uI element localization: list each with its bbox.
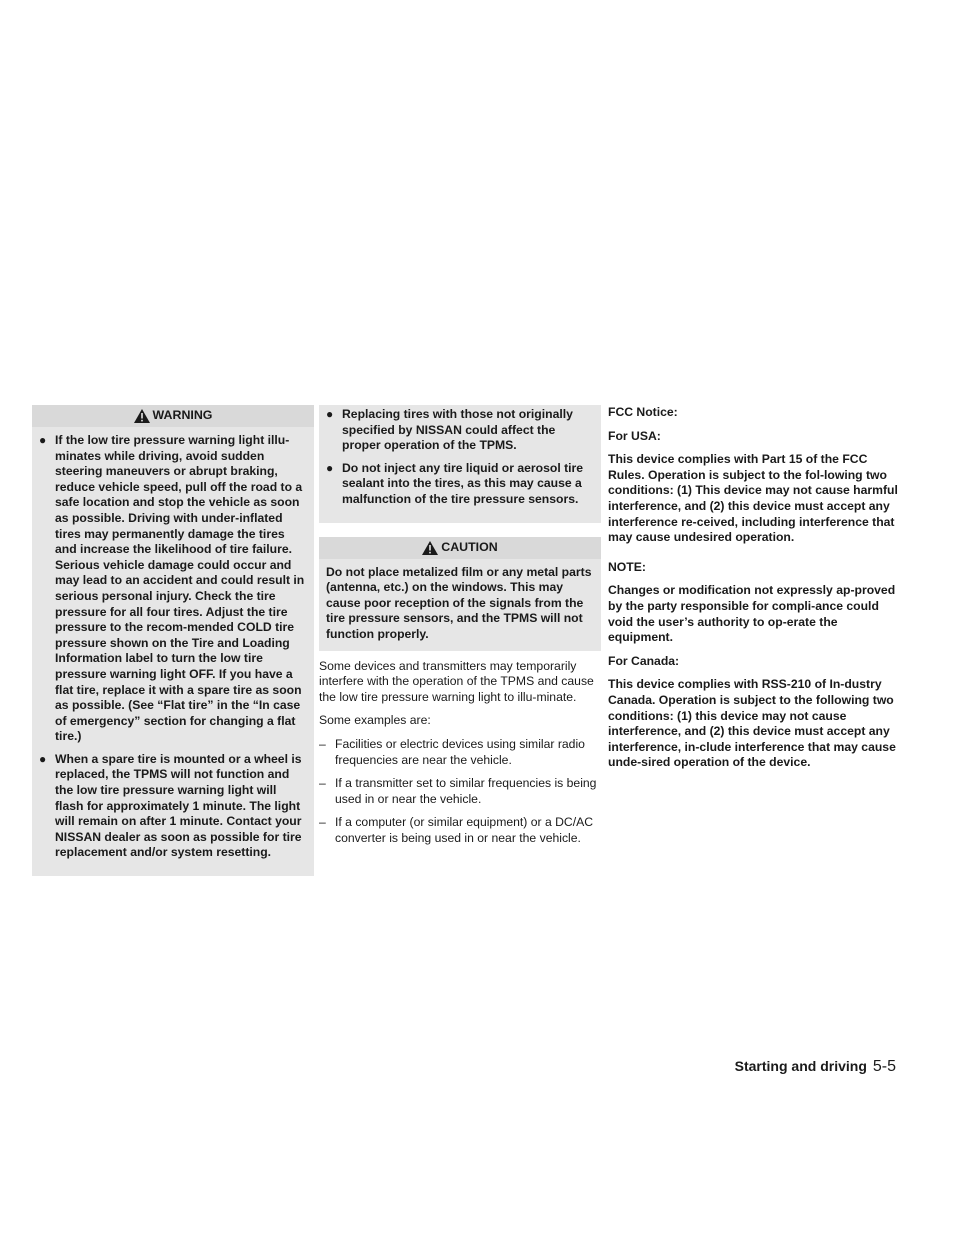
bullet-symbol: ● bbox=[39, 433, 47, 447]
dash-symbol: – bbox=[319, 776, 326, 791]
example-text: If a computer (or similar equipment) or a DC/AC converter is being used in or near the vehicle. bbox=[335, 815, 594, 845]
column-3 bbox=[608, 405, 898, 779]
warning-bullet bbox=[326, 461, 594, 508]
column-1 bbox=[32, 405, 314, 876]
column-2 bbox=[319, 405, 601, 854]
example-text: If a transmitter set to similar frequencies is being used in or near the vehicle. bbox=[335, 776, 597, 806]
warning-bullet bbox=[326, 407, 594, 454]
fcc-note-text: Changes or modification not expressly ap-proved by the party responsible for compli-ance could void the user’s authority to op-erate the equipment. bbox=[608, 583, 896, 645]
fcc-note-label: NOTE: bbox=[608, 559, 646, 574]
body-paragraph: Some examples are: bbox=[319, 713, 431, 728]
section-name: Starting and driving bbox=[734, 1058, 867, 1074]
dash-symbol: – bbox=[319, 736, 326, 751]
warning-bullet bbox=[39, 433, 307, 745]
caution-triangle-icon bbox=[422, 541, 438, 555]
page-footer bbox=[735, 1058, 896, 1076]
fcc-usa-text: This device complies with Part 15 of the FCC Rules. Operation is subject to the fol-lowing two conditions: (1) This device may not cause harmful interference, and (2) this device must accept any interference re-ceived, including interference that may cause undesired operation. bbox=[608, 452, 898, 545]
bullet-symbol: ● bbox=[39, 751, 47, 766]
body-paragraph: Some devices and transmitters may temporarily interfere with the operation of the TPMS and cause the low tire pressure warning light to illu-minate. bbox=[319, 658, 594, 704]
warning-bullet-text: Do not inject any tire liquid or aerosol tire sealant into the tires, as this may cause a malfunction of the tire pressure sensors. bbox=[342, 460, 584, 506]
fcc-title: FCC Notice: bbox=[608, 405, 678, 419]
example-text: Facilities or electric devices using similar radio frequencies are near the vehicle. bbox=[335, 736, 585, 767]
fcc-canada-text: This device complies with RSS-210 of In-dustry Canada. Operation is subject to the following two conditions: (1) this device may not cause interference, and (2) this device must accept any interference, in-clude interference that may cause unde-sired operation of the device. bbox=[608, 677, 896, 770]
dash-symbol: – bbox=[319, 815, 326, 830]
page-number: 5-5 bbox=[872, 1058, 896, 1075]
caution-heading bbox=[319, 537, 601, 559]
example-item bbox=[319, 815, 601, 846]
caution-text: Do not place metalized film or any metal parts (antenna, etc.) on the windows. This may cause poor reception of the signals from the tire pressure sensors, and the TPMS will not function properly. bbox=[326, 564, 592, 641]
warning-bullet-text: If the low tire pressure warning light illu-minates while driving, avoid sudden steering maneuvers or abrupt braking, reduce vehicle speed, pull off the road to a safe location and stop the vehicle as soon as possible. Driving with under-inflated tires may permanently damage the tires and increase the likelihood of tire failure. Serious vehicle damage could occur and may lead to an accident and could result in serious personal injury. Check the tire pressure for all four tires. Adjust the tire pressure to the recom-mended COLD tire pressure shown on the Tire and Loading Information label to turn the low tire pressure warning light OFF. If you have a flat tire, replace it with a spare tire as soon as possible. (See “Flat tire” in the “In case of emergency” section for changing a flat tire.) bbox=[55, 433, 305, 744]
warning-bullet-text: Replacing tires with those not originally specified by NISSAN could affect the proper operation of the TPMS. bbox=[342, 407, 573, 453]
example-item bbox=[319, 776, 601, 807]
warning-bullet-text: When a spare tire is mounted or a wheel is replaced, the TPMS will not function and the low tire pressure warning light will flash for approximately 1 minute. The light will remain on after 1 minute. Contact your NISSAN dealer as soon as possible for tire replacement and/or system resetting. bbox=[55, 751, 302, 860]
example-item bbox=[319, 737, 601, 768]
warning-heading bbox=[32, 405, 314, 427]
fcc-usa-label: For USA: bbox=[608, 428, 661, 443]
warning-box bbox=[32, 405, 314, 876]
warning-heading-text: WARNING bbox=[152, 408, 213, 423]
bullet-symbol: ● bbox=[326, 460, 334, 475]
bullet-symbol: ● bbox=[326, 407, 334, 421]
caution-heading-text: CAUTION bbox=[441, 539, 498, 554]
caution-box bbox=[319, 537, 601, 651]
warning-triangle-icon bbox=[134, 409, 150, 423]
warning-box-continued bbox=[319, 405, 601, 523]
warning-bullet bbox=[39, 752, 307, 861]
fcc-canada-label: For Canada: bbox=[608, 653, 680, 668]
